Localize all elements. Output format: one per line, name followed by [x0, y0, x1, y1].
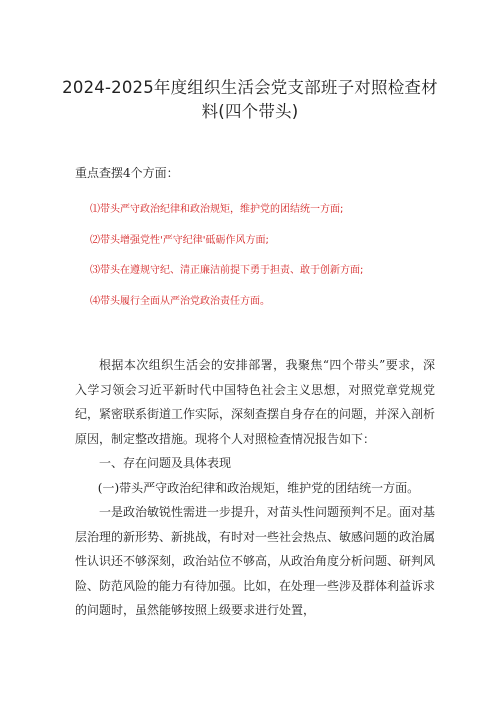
focus-item-2: ⑵带头增强党性'严守纪律'砥砺作风方面; — [90, 234, 269, 246]
focus-intro: 重点查摆4个方面： — [75, 166, 179, 180]
focus-item-1: ⑴带头严守政治纪律和政治规矩，维护党的团结统一方面; — [90, 204, 344, 215]
subsection-heading: (一)带头严守政治纪律和政治规矩，维护党的团结统一方面。 — [97, 480, 420, 495]
document-title — [60, 76, 440, 124]
body-text — [75, 353, 435, 623]
point-paragraph: 一是政治敏锐性需进一步提升，对苗头性问题预判不足。面对基层治理的新形势、新挑战，有时对一些社会热点、敏感问题的政治属性认识还不够深刻，政治站位不够高，从政治角度分析问题、研判风险、防范风险的能力有待加强。比如，在处理一些涉及群体利益诉求的问题时，虽然能够按照上级要求进行处置， — [75, 505, 436, 617]
title-line-1: 2024-2025年度组织生活会党支部班子对照检查材 — [62, 78, 438, 97]
intro-paragraph: 根据本次组织生活会的安排部署，我聚焦“四个带头”要求，深入学习领会习近平新时代中国特色社会主义思想，对照党章党规党纪，紧密联系街道工作实际，深刻查摆自身存在的问题，并深入剖析原因，制定整改措施。现将个人对照检查情况报告如下： — [75, 358, 436, 446]
title-line-2: 料(四个带头) — [201, 102, 299, 121]
focus-item-3: ⑶带头在遵规守纪、清正廉洁前提下勇于担责、敢于创新方面; — [90, 265, 364, 276]
focus-list — [90, 195, 363, 317]
focus-item-4: ⑷带头履行全面从严治党政治责任方面。 — [90, 295, 270, 307]
section-heading: 一、存在问题及具体表现 — [99, 456, 232, 470]
